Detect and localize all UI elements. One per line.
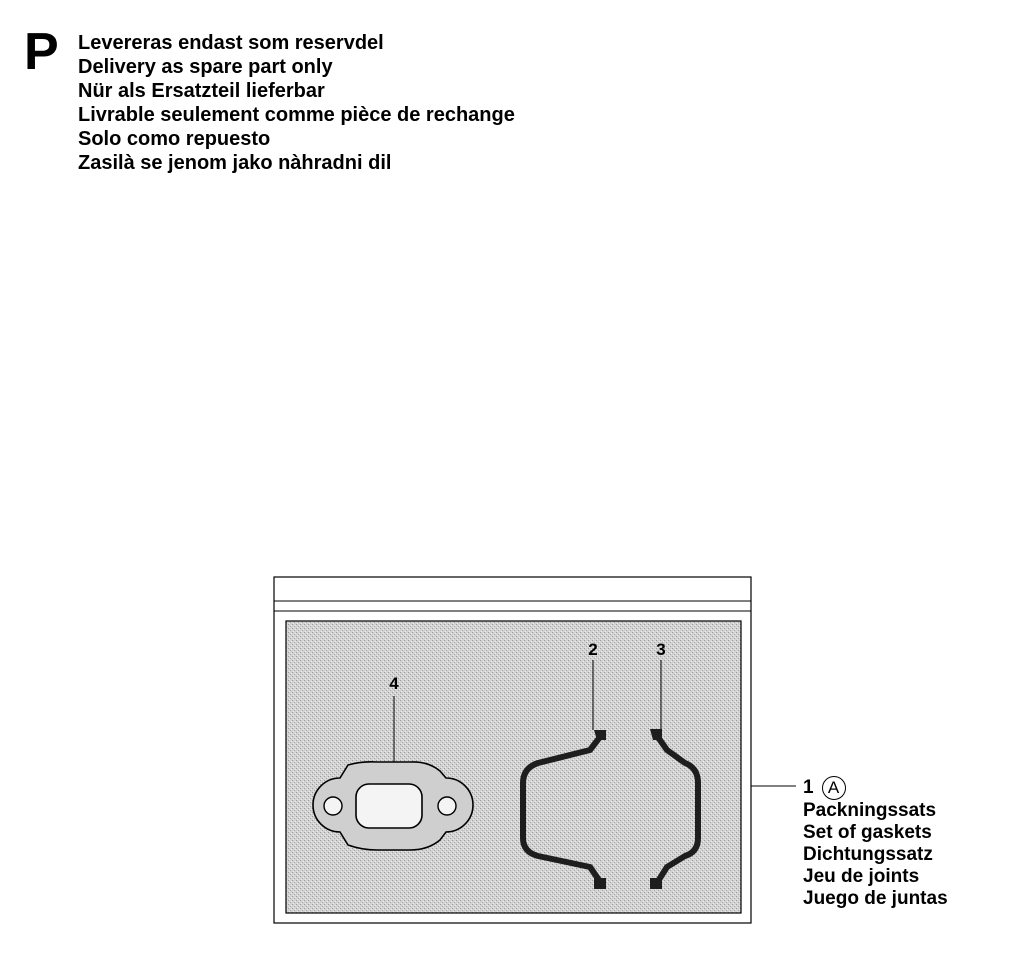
legend-line-spanish: Solo como repuesto [78,128,271,150]
part-number-3: 3 [656,640,666,659]
kit-name-english: Set of gaskets [803,822,932,843]
kit-callout [803,776,948,910]
legend-line-czech: Zasilà se jenom jako nàhradni dil [78,152,392,174]
kit-name-swedish: Packningssats [803,800,937,821]
package-frame [274,577,751,923]
spare-part-letter: P [24,23,59,81]
kit-number-row [803,776,948,800]
kit-marker-badge: A [822,776,846,800]
part-number-2: 2 [588,640,598,659]
legend-line-swedish: Levereras endast som reservdel [78,32,384,54]
legend-line-french: Livrable seulement comme pièce de rechange [78,104,515,126]
kit-name-german: Dichtungssatz [803,844,933,865]
kit-item-number: 1 [803,777,814,798]
part-number-4: 4 [389,674,399,693]
kit-name-spanish: Juego de juntas [803,888,948,909]
legend-line-english: Delivery as spare part only [78,56,333,78]
kit-name-french: Jeu de joints [803,866,920,887]
legend-line-german: Nür als Ersatzteil lieferbar [78,80,325,102]
